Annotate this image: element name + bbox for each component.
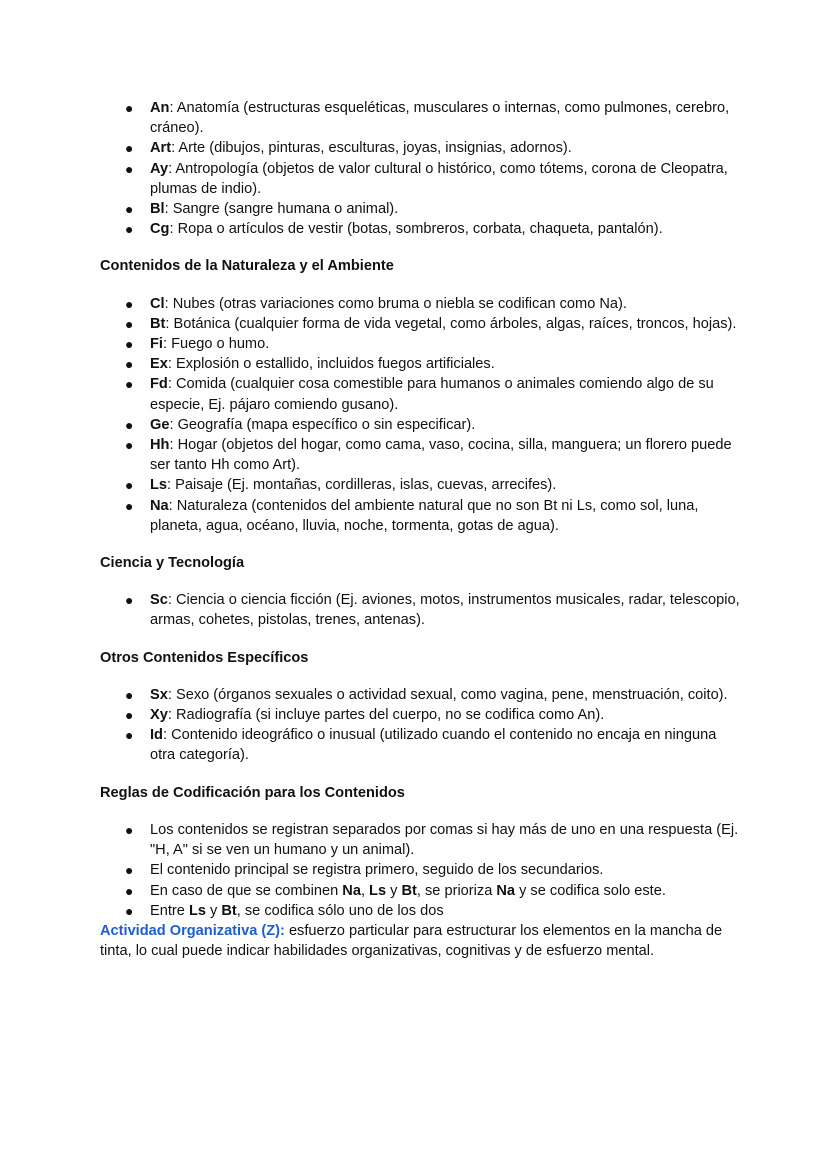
code-label: Bt <box>221 902 237 919</box>
code-label: Na <box>496 882 516 899</box>
item-text: : Naturaleza (contenidos del ambiente natural que no son Bt ni Ls, como sol, luna, planeta, agua, océano, lluvia, noche, tormenta, gotas de agua). <box>150 497 699 534</box>
item-text: : Fuego o humo. <box>162 336 270 353</box>
section-heading-nature: Contenidos de la Naturaleza y el Ambiente <box>100 258 394 275</box>
code-label: Ay <box>150 160 169 177</box>
bullet-icon: ● <box>125 221 134 238</box>
code-label: Na <box>150 497 169 514</box>
code-label: Art <box>150 140 172 157</box>
bullet-icon: ● <box>125 707 134 724</box>
code-label: Fi <box>150 336 163 353</box>
rule-text: , se codifica sólo uno de los dos <box>236 902 444 919</box>
list-item <box>100 314 740 334</box>
code-label: Bt <box>150 315 166 332</box>
bullet-icon: ● <box>125 100 134 116</box>
list-item <box>100 725 740 765</box>
list-item <box>100 881 740 901</box>
list-item <box>100 334 740 354</box>
code-label: Xy <box>150 707 168 724</box>
code-label: Bt <box>401 882 417 899</box>
rule-text: , se prioriza <box>416 882 497 899</box>
list-item <box>100 415 740 435</box>
list-item <box>100 199 740 219</box>
list-item <box>100 435 740 475</box>
rule-text: El contenido principal se registra primero, seguido de los secundarios. <box>150 862 604 879</box>
bullet-icon: ● <box>125 160 134 177</box>
code-label: Hh <box>150 437 170 454</box>
item-text: : Antropología (objetos de valor cultural o histórico, como tótems, corona de Cleopatra, plumas de indio). <box>150 160 728 197</box>
list-item <box>100 475 740 495</box>
rule-text: Los contenidos se registran separados por comas si hay más de uno en una respuesta (Ej. "H, A" si se ven un humano y un animal). <box>150 821 739 859</box>
list-anatomy-art <box>100 98 740 239</box>
code-label: Bl <box>150 201 165 218</box>
list-item <box>100 374 740 414</box>
item-text: : Paisaje (Ej. montañas, cordilleras, islas, cuevas, arrecifes). <box>167 477 557 494</box>
list-nature <box>100 294 740 536</box>
list-item <box>100 901 740 921</box>
closing-paragraph <box>100 921 740 961</box>
item-text: : Hogar (objetos del hogar, como cama, vaso, cocina, silla, manguera; un florero puede ser tanto Hh como Art). <box>150 437 732 474</box>
code-label: Ls <box>188 902 206 919</box>
section-heading-science: Ciencia y Tecnología <box>100 555 245 572</box>
bullet-icon: ● <box>125 497 134 514</box>
rule-text: y se codifica solo este. <box>515 882 666 899</box>
item-text: : Arte (dibujos, pinturas, esculturas, joyas, insignias, adornos). <box>171 140 572 157</box>
item-text: : Geografía (mapa específico o sin especificar). <box>169 416 476 433</box>
rule-text: y <box>205 902 222 919</box>
code-label: Ls <box>369 882 387 899</box>
item-text: : Ciencia o ciencia ficción (Ej. aviones, motos, instrumentos musicales, radar, telescopio, armas, cohetes, pistolas, trenes, antenas). <box>150 592 740 629</box>
list-item <box>100 219 740 239</box>
bullet-icon: ● <box>125 862 134 879</box>
code-label: Sc <box>150 592 168 609</box>
list-item <box>100 159 740 199</box>
bullet-icon: ● <box>125 376 134 393</box>
bullet-icon: ● <box>125 437 134 454</box>
bullet-icon: ● <box>125 821 134 838</box>
item-text: : Nubes (otras variaciones como bruma o niebla se codifican como Na). <box>164 295 627 312</box>
item-text: : Explosión o estallido, incluidos fuegos artificiales. <box>167 356 495 373</box>
list-item <box>100 138 740 158</box>
code-label: Cg <box>150 221 170 238</box>
rule-text: Entre <box>150 902 189 919</box>
code-label: Id <box>150 727 163 744</box>
list-science <box>100 590 740 630</box>
list-rules <box>100 820 740 921</box>
item-text: : Anatomía (estructuras esqueléticas, musculares o internas, como pulmones, cerebro, cráneo). <box>150 100 730 137</box>
item-text: : Contenido ideográfico o inusual (utilizado cuando el contenido no encaja en ninguna otra categoría). <box>150 727 717 764</box>
rule-text: , <box>360 882 370 899</box>
item-text: : Sexo (órganos sexuales o actividad sexual, como vagina, pene, menstruación, coito). <box>167 686 728 703</box>
bullet-icon: ● <box>125 686 134 703</box>
bullet-icon: ● <box>125 592 134 609</box>
bullet-icon: ● <box>125 295 134 312</box>
list-other <box>100 685 740 766</box>
item-text: : Comida (cualquier cosa comestible para humanos o animales comiendo algo de su especie, Ej. pájaro comiendo gusano). <box>150 376 714 413</box>
list-item <box>100 705 740 725</box>
list-item <box>100 860 740 880</box>
code-label: An <box>150 100 170 116</box>
code-label: Ls <box>150 477 168 494</box>
section-heading-rules: Reglas de Codificación para los Contenidos <box>100 784 405 801</box>
closing-text: esfuerzo particular para estructurar los elementos en la mancha de tinta, lo cual puede indicar habilidades organizativas, cognitivas y de esfuerzo mental. <box>100 922 723 960</box>
list-item <box>100 496 740 536</box>
bullet-icon: ● <box>125 336 134 353</box>
bullet-icon: ● <box>125 477 134 494</box>
item-text: : Botánica (cualquier forma de vida vegetal, como árboles, algas, raíces, troncos, hojas). <box>165 315 737 332</box>
list-item <box>100 685 740 705</box>
rule-text: En caso de que se combinen <box>150 882 343 899</box>
document-page <box>100 98 740 961</box>
item-text: : Ropa o artículos de vestir (botas, sombreros, corbata, chaqueta, pantalón). <box>169 221 663 238</box>
item-text: : Radiografía (si incluye partes del cuerpo, no se codifica como An). <box>167 707 605 724</box>
code-label: Ge <box>150 416 170 433</box>
code-label: Ex <box>150 356 168 373</box>
bullet-icon: ● <box>125 356 134 373</box>
term-organizational-activity: Actividad Organizativa (Z): <box>100 922 285 939</box>
bullet-icon: ● <box>125 201 134 218</box>
code-label: Cl <box>150 295 165 312</box>
list-item <box>100 294 740 314</box>
bullet-icon: ● <box>125 882 134 899</box>
list-item <box>100 820 740 860</box>
code-label: Fd <box>150 376 168 393</box>
bullet-icon: ● <box>125 315 134 332</box>
list-item <box>100 354 740 374</box>
bullet-icon: ● <box>125 140 134 157</box>
bullet-icon: ● <box>125 902 134 919</box>
item-text: : Sangre (sangre humana o animal). <box>164 201 399 218</box>
rule-text: y <box>386 882 402 899</box>
list-item <box>100 590 740 630</box>
bullet-icon: ● <box>125 416 134 433</box>
section-heading-other: Otros Contenidos Específicos <box>100 649 309 666</box>
code-label: Sx <box>150 686 168 703</box>
list-item <box>100 98 740 138</box>
bullet-icon: ● <box>125 727 134 744</box>
code-label: Na <box>342 882 361 899</box>
